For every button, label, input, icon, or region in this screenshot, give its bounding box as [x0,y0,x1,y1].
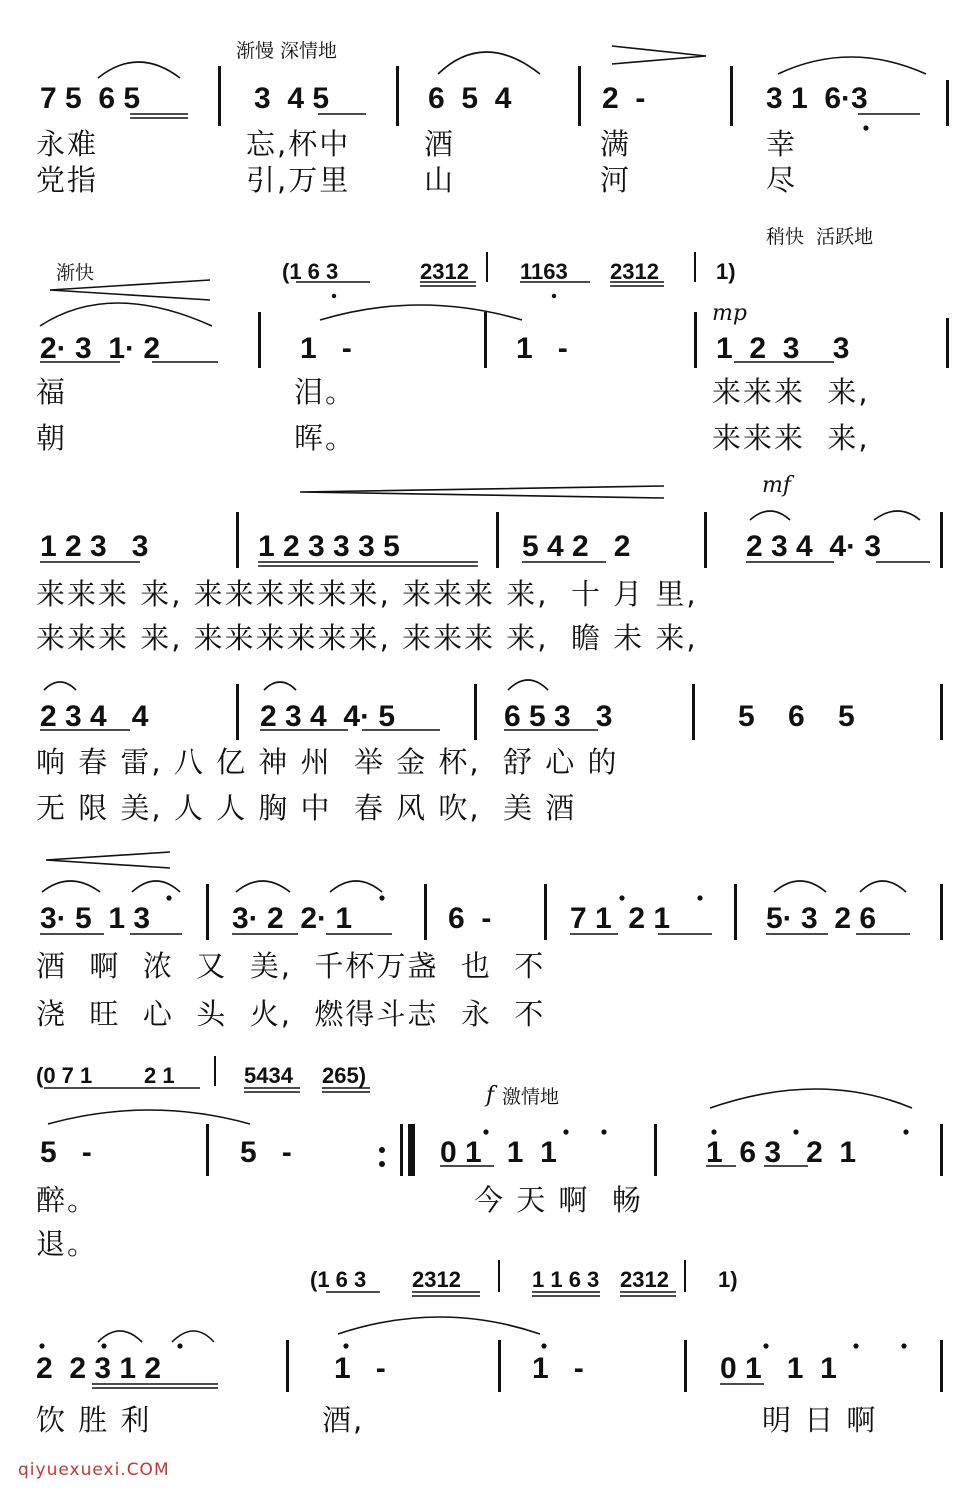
slur [132,881,180,892]
measure-notes: 6 - [448,902,492,935]
dynamic-mp: mp [712,301,747,326]
expression-rit-deep: 渐慢 深情地 [236,40,338,62]
intro-notes: 2312 [412,1267,461,1292]
intro-notes: 5434 [244,1063,293,1088]
slur [330,881,382,892]
measure-notes: 7 1 2 1 [570,902,671,935]
slur [236,881,290,892]
measure-notes: 2 3 4 4· 5 [260,700,396,733]
dynamic-mf: mf [762,473,792,498]
slur [778,57,926,74]
intro-notes: 2 1 [144,1063,175,1088]
lyric: 明 日 啊 [762,1403,878,1437]
measure-notes: 5 6 5 [738,700,855,733]
lyric: 饮 胜 利 [36,1403,152,1437]
measure-notes: 3· 5 1 3 [40,902,151,935]
lyric-line: 响 春 雷, 八 亿 神 州 举 金 杯, 舒 心 的 [36,745,619,779]
intro-notes: 1 1 6 3 [532,1267,600,1292]
slur [44,682,76,690]
lyric: 泪。 [294,375,357,409]
intro-notes: (0 7 1 [36,1063,93,1088]
tie [320,305,522,320]
measure-notes: 3· 2 2· 1 [232,902,353,935]
slur [172,1331,214,1342]
lyric: 今 天 啊 畅 [474,1183,643,1217]
intro-notes: (1 6 3 [310,1267,367,1292]
measure-notes: 6 5 4 [428,82,512,115]
measure-notes: 2 3 4 4 [40,700,149,733]
measure-notes: 2 3 4 4· 3 [746,530,882,563]
lyric-line: 无 限 美, 人 人 胸 中 春 风 吹, 美 酒 [36,791,577,825]
intro-notes: 1) [718,1267,738,1292]
measure-notes: 5 - [40,1136,92,1169]
measure-notes: 5 4 2 2 [522,530,631,563]
decrescendo-hairpin [612,46,706,64]
measure-notes: 1 - [516,332,568,365]
measure-notes: 3 4 5 [254,82,330,115]
lyric: 退。 [36,1227,99,1261]
slur [710,1089,912,1108]
dynamic-f: f [486,1083,495,1108]
slur [774,881,826,892]
measure-notes: 0 1 1 1 [720,1352,837,1385]
measure-notes: 6 5 3 3 [504,700,613,733]
expression-passionate: 激情地 [502,1086,560,1108]
crescendo-hairpin [46,852,170,868]
lyric: 酒 [424,127,456,161]
lyric: 引,万里 [246,163,351,197]
lyric: 党指 [36,163,99,197]
lyric: 来来来 来, [712,375,870,409]
measure-notes: 5 - [240,1136,292,1169]
slur [438,52,540,74]
measure-notes: 1 - [334,1352,386,1385]
measure-notes: 7 5 6 5 [40,82,141,115]
slur [508,680,548,690]
intro-notes: 1) [716,259,736,284]
lyric: 来来来 来, [712,421,870,455]
measure-notes: 1 2 3 3 [40,530,149,563]
measure-notes: 2 - [602,82,646,115]
crescendo-hairpin [300,486,664,498]
lyric: 山 [424,163,456,197]
measure-notes: 2· 3 1· 2 [40,332,161,365]
tie [48,1110,250,1124]
slur [860,881,906,892]
expression-accel: 渐快 [56,262,95,284]
lyric: 忘,杯中 [246,127,351,161]
tie [338,1317,540,1334]
lyric: 福 [36,375,68,409]
measure-notes: 5· 3 2 6 [766,902,877,935]
slur [40,303,212,326]
lyric: 朝 [36,421,68,455]
measure-notes: 1 - [532,1352,584,1385]
crescendo-hairpin [50,280,210,300]
measure-notes: 3 1 6·3 [766,82,868,115]
intro-notes: 2312 [610,259,659,284]
measure-notes: 1 2 3 3 [716,332,850,365]
measure-notes: 1 6 3 2 1 [706,1136,857,1169]
lyric: 满 [600,127,632,161]
slur [98,1331,142,1342]
slur [874,511,920,520]
slur [264,682,296,690]
intro-notes: 2312 [620,1267,669,1292]
lyric: 永难 [36,127,99,161]
lyric-line: 来来来 来, 来来来来来来, 来来来 来, 十 月 里, [36,577,698,611]
lyric-line: 来来来 来, 来来来来来来, 来来来 来, 瞻 未 来, [36,621,698,655]
lyric-line: 浇 旺 心 头 火, 燃得斗志 永 不 [36,997,546,1031]
measure-notes: 0 1 1 1 [440,1136,557,1169]
intro-notes: 1163 [520,259,568,284]
lyric: 酒, [322,1403,365,1437]
lyric-line: 酒 啊 浓 又 美, 千杯万盏 也 不 [36,949,546,983]
lyric: 河 [600,163,632,197]
lyric: 尽 [766,163,798,197]
measure-notes: 2 2 3 1 2 [36,1352,162,1385]
lyric: 醉。 [36,1183,99,1217]
watermark: qiyuexuexi.COM [18,1460,170,1480]
intro-notes: 265) [322,1063,367,1088]
lyric: 幸 [766,127,798,161]
slur [42,881,100,892]
intro-notes: 2312 [420,259,469,284]
measure-notes: 1 - [300,332,352,365]
lyric: 晖。 [294,421,357,455]
expression-faster-lively: 稍快 活跃地 [766,226,874,248]
slur [98,62,180,78]
slur [750,511,790,520]
measure-notes: 1 2 3 3 3 5 [258,530,400,563]
intro-notes: (1 6 3 [282,259,339,284]
